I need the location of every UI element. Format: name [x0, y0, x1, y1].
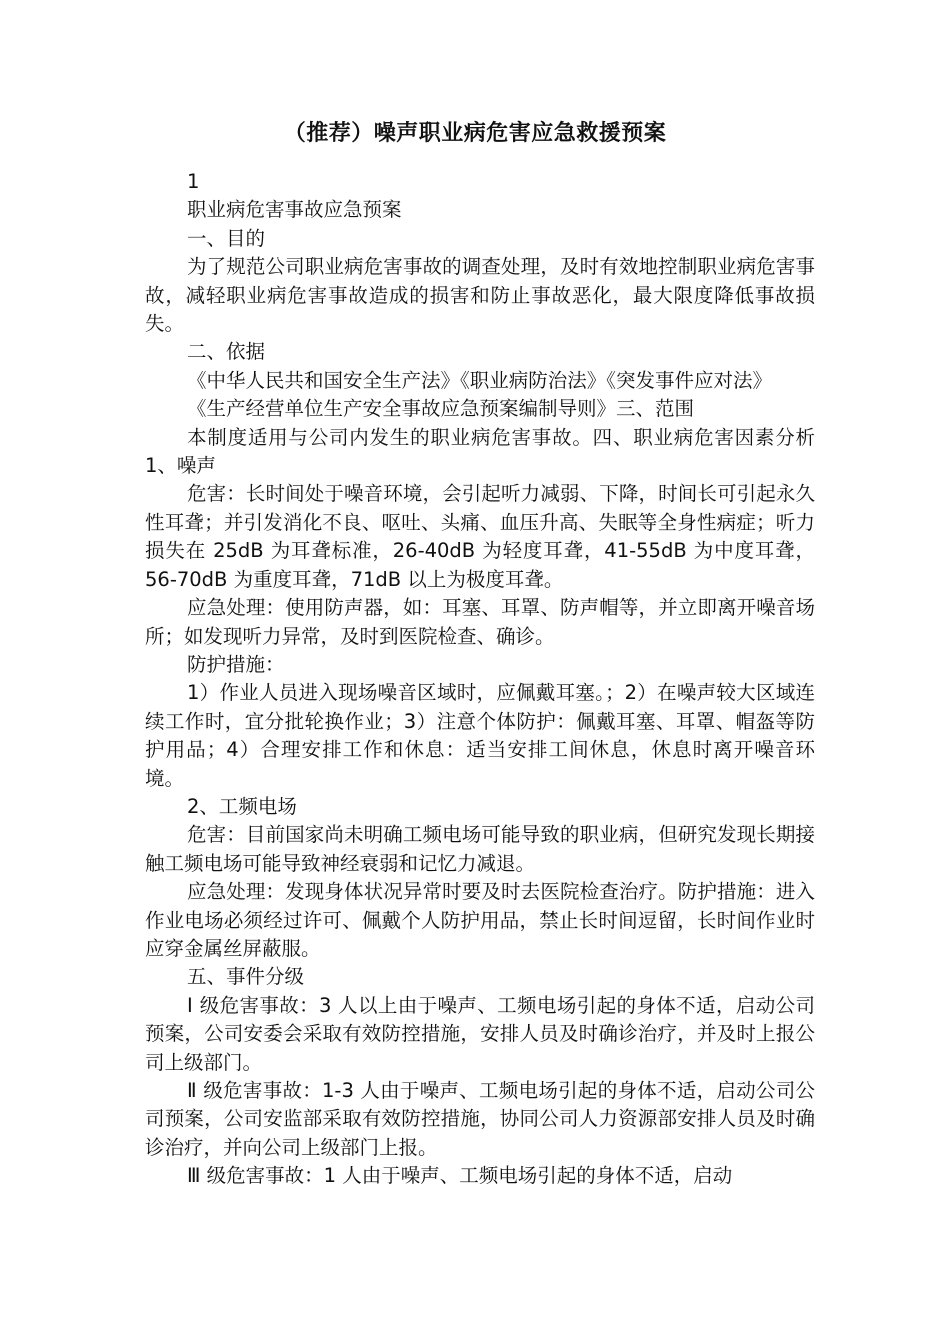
basis-laws-paragraph: 《中华人民共和国安全生产法》《职业病防治法》《突发事件应对法》 — [187, 368, 773, 392]
document-body — [145, 168, 815, 1191]
document-title: （推荐）噪声职业病危害应急救援预案 — [283, 121, 667, 146]
grade-3-paragraph: Ⅲ 级危害事故：1 人由于噪声、工频电场引起的身体不适，启动 — [187, 1164, 733, 1188]
noise-hazard-paragraph: 危害：长时间处于噪音环境，会引起听力减弱、下降，时间长可引起永久性耳聋；并引发消化不良、呕吐、头痛、血压升高、失眠等全身性病症；听力损失在 25dB 为耳聋标准，26-40dB 为轻度耳聋，41-55dB 为中度耳聋，56-70dB 为重度耳聋，71dB 以上为极度耳聋。 — [145, 482, 815, 591]
scope-paragraph: 本制度适用与公司内发生的职业病危害事故。四、职业病危害因素分析 1、噪声 — [145, 425, 815, 478]
plan-heading: 职业病危害事故应急预案 — [187, 198, 402, 222]
power-frequency-heading: 2、工频电场 — [187, 794, 297, 818]
basis-guideline-paragraph: 《生产经营单位生产安全事故应急预案编制导则》三、范围 — [187, 397, 695, 421]
section-heading-grading: 五、事件分级 — [187, 965, 305, 989]
power-frequency-hazard-paragraph: 危害：目前国家尚未明确工频电场可能导致的职业病，但研究发现长期接触工频电场可能导致神经衰弱和记忆力减退。 — [145, 823, 815, 875]
grade-2-paragraph: Ⅱ 级危害事故：1-3 人由于噪声、工频电场引起的身体不适，启动公司公司预案，公司安监部采取有效防控措施，协同公司人力资源部安排人员及时确诊治疗，并向公司上级部门上报。 — [145, 1079, 815, 1159]
grade-1-paragraph: Ⅰ 级危害事故：3 人以上由于噪声、工频电场引起的身体不适，启动公司预案，公司安委会采取有效防控措施，安排人员及时确诊治疗，并及时上报公司上级部门。 — [145, 993, 815, 1074]
purpose-paragraph: 为了规范公司职业病危害事故的调查处理，及时有效地控制职业病危害事故，减轻职业病危害事故造成的损害和防止事故恶化，最大限度降低事故损失。 — [145, 255, 815, 336]
power-frequency-emergency-paragraph: 应急处理：发现身体状况异常时要及时去医院检查治疗。防护措施：进入作业电场必须经过许可、佩戴个人防护用品，禁止长时间逗留，长时间作业时应穿金属丝屏蔽服。 — [145, 880, 815, 960]
page-number-paragraph: 1 — [187, 170, 200, 193]
protection-heading: 防护措施： — [187, 652, 285, 676]
section-heading-purpose: 一、目的 — [187, 226, 266, 250]
section-heading-basis: 二、依据 — [187, 340, 266, 364]
noise-emergency-paragraph: 应急处理：使用防声器，如：耳塞、耳罩、防声帽等，并立即离开噪音场所；如发现听力异常，及时到医院检查、确诊。 — [145, 596, 815, 648]
protection-measures-paragraph: 1）作业人员进入现场噪音区域时，应佩戴耳塞。；2）在噪声较大区域连续工作时，宜分批轮换作业；3）注意个体防护：佩戴耳塞、耳罩、帽盔等防护用品；4）合理安排工作和休息：适当安排工间休息，休息时离开噪音环境。 — [145, 681, 815, 790]
